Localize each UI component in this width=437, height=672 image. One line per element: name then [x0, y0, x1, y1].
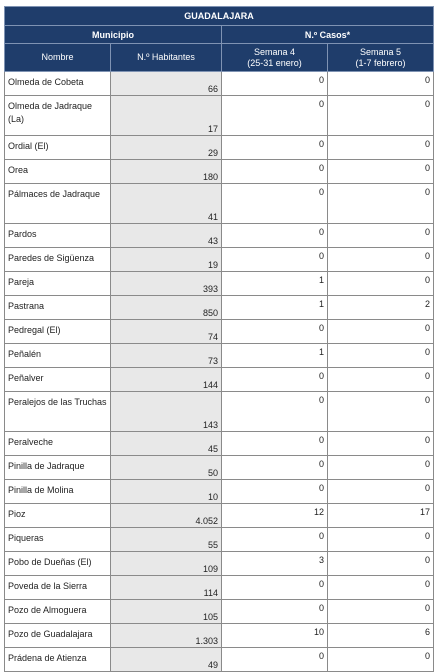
- municipio-name-cell: Pareja: [5, 272, 111, 296]
- column-header-semana5: [328, 44, 434, 72]
- semana5-cases-cell: 0: [328, 552, 434, 576]
- table-row: [5, 456, 434, 480]
- table-row: [5, 648, 434, 672]
- semana4-cases-cell: 1: [222, 272, 328, 296]
- semana5-cases-cell: 0: [328, 96, 434, 136]
- table-row: [5, 432, 434, 456]
- municipio-name-cell: Pedregal (El): [5, 320, 111, 344]
- municipio-name-cell: Pozo de Guadalajara: [5, 624, 111, 648]
- semana4-label: Semana 4: [253, 46, 296, 57]
- habitantes-cell: 19: [111, 248, 222, 272]
- table-body: [5, 72, 434, 672]
- municipio-name-cell: Ordial (El): [5, 136, 111, 160]
- semana5-label: Semana 5: [359, 46, 402, 57]
- column-header-habitantes: N.º Habitantes: [111, 44, 222, 72]
- table-row: [5, 552, 434, 576]
- semana4-cases-cell: 0: [222, 392, 328, 432]
- semana5-cases-cell: 0: [328, 600, 434, 624]
- municipio-name-cell: Paredes de Sigüenza: [5, 248, 111, 272]
- semana5-cases-cell: 0: [328, 224, 434, 248]
- semana5-cases-cell: 0: [328, 392, 434, 432]
- table-row: [5, 504, 434, 528]
- semana5-cases-cell: 0: [328, 368, 434, 392]
- semana5-cases-cell: 0: [328, 160, 434, 184]
- cases-table: [4, 6, 434, 672]
- table-row: [5, 392, 434, 432]
- semana5-cases-cell: 0: [328, 648, 434, 672]
- habitantes-cell: 180: [111, 160, 222, 184]
- semana5-cases-cell: 6: [328, 624, 434, 648]
- table-header: [5, 7, 434, 72]
- habitantes-cell: 143: [111, 392, 222, 432]
- semana5-cases-cell: 0: [328, 432, 434, 456]
- semana4-cases-cell: 0: [222, 184, 328, 224]
- municipio-name-cell: Olmeda de Jadraque (La): [5, 96, 111, 136]
- table-row: [5, 184, 434, 224]
- group-header-casos: N.º Casos*: [222, 26, 434, 44]
- table-row: [5, 624, 434, 648]
- semana4-cases-cell: 0: [222, 96, 328, 136]
- semana4-cases-cell: 0: [222, 600, 328, 624]
- municipio-name-cell: Peñalén: [5, 344, 111, 368]
- municipio-name-cell: Pardos: [5, 224, 111, 248]
- table-row: [5, 224, 434, 248]
- table-row: [5, 160, 434, 184]
- table-row: [5, 272, 434, 296]
- municipio-name-cell: Pozo de Almoguera: [5, 600, 111, 624]
- semana5-cases-cell: 0: [328, 528, 434, 552]
- semana4-cases-cell: 10: [222, 624, 328, 648]
- semana4-cases-cell: 0: [222, 136, 328, 160]
- semana4-cases-cell: 0: [222, 248, 328, 272]
- cases-table-container: [4, 6, 433, 672]
- habitantes-cell: 4.052: [111, 504, 222, 528]
- semana4-cases-cell: 0: [222, 160, 328, 184]
- habitantes-cell: 850: [111, 296, 222, 320]
- semana5-cases-cell: 2: [328, 296, 434, 320]
- semana4-cases-cell: 0: [222, 576, 328, 600]
- municipio-name-cell: Peralejos de las Truchas: [5, 392, 111, 432]
- semana5-cases-cell: 0: [328, 272, 434, 296]
- habitantes-cell: 74: [111, 320, 222, 344]
- table-row: [5, 296, 434, 320]
- habitantes-cell: 49: [111, 648, 222, 672]
- semana4-cases-cell: 0: [222, 368, 328, 392]
- semana4-cases-cell: 0: [222, 480, 328, 504]
- semana5-dates: (1-7 febrero): [355, 57, 406, 68]
- habitantes-cell: 29: [111, 136, 222, 160]
- semana4-cases-cell: 0: [222, 432, 328, 456]
- municipio-name-cell: Peñalver: [5, 368, 111, 392]
- region-title: GUADALAJARA: [5, 7, 434, 26]
- table-row: [5, 320, 434, 344]
- semana5-cases-cell: 0: [328, 320, 434, 344]
- semana5-cases-cell: 0: [328, 456, 434, 480]
- semana4-cases-cell: 0: [222, 320, 328, 344]
- semana4-cases-cell: 12: [222, 504, 328, 528]
- habitantes-cell: 66: [111, 72, 222, 96]
- table-row: [5, 344, 434, 368]
- table-row: [5, 248, 434, 272]
- semana4-cases-cell: 1: [222, 344, 328, 368]
- municipio-name-cell: Pinilla de Jadraque: [5, 456, 111, 480]
- municipio-name-cell: Pinilla de Molina: [5, 480, 111, 504]
- semana5-cases-cell: 0: [328, 184, 434, 224]
- semana5-cases-cell: 17: [328, 504, 434, 528]
- habitantes-cell: 43: [111, 224, 222, 248]
- table-row: [5, 576, 434, 600]
- semana4-cases-cell: 1: [222, 296, 328, 320]
- habitantes-cell: 73: [111, 344, 222, 368]
- group-header-municipio: Municipio: [5, 26, 222, 44]
- habitantes-cell: 45: [111, 432, 222, 456]
- semana4-cases-cell: 0: [222, 456, 328, 480]
- habitantes-cell: 55: [111, 528, 222, 552]
- semana5-cases-cell: 0: [328, 480, 434, 504]
- semana5-cases-cell: 0: [328, 576, 434, 600]
- municipio-name-cell: Pastrana: [5, 296, 111, 320]
- habitantes-cell: 50: [111, 456, 222, 480]
- semana4-dates: (25-31 enero): [247, 57, 302, 68]
- habitantes-cell: 105: [111, 600, 222, 624]
- table-row: [5, 136, 434, 160]
- municipio-name-cell: Prádena de Atienza: [5, 648, 111, 672]
- habitantes-cell: 41: [111, 184, 222, 224]
- table-row: [5, 528, 434, 552]
- habitantes-cell: 1.303: [111, 624, 222, 648]
- municipio-name-cell: Peralveche: [5, 432, 111, 456]
- semana5-cases-cell: 0: [328, 344, 434, 368]
- habitantes-cell: 10: [111, 480, 222, 504]
- semana4-cases-cell: 0: [222, 528, 328, 552]
- column-header-nombre: Nombre: [5, 44, 111, 72]
- municipio-name-cell: Pioz: [5, 504, 111, 528]
- semana4-cases-cell: 3: [222, 552, 328, 576]
- semana4-cases-cell: 0: [222, 72, 328, 96]
- habitantes-cell: 393: [111, 272, 222, 296]
- municipio-name-cell: Pobo de Dueñas (El): [5, 552, 111, 576]
- habitantes-cell: 109: [111, 552, 222, 576]
- habitantes-cell: 114: [111, 576, 222, 600]
- semana5-cases-cell: 0: [328, 248, 434, 272]
- table-row: [5, 96, 434, 136]
- municipio-name-cell: Olmeda de Cobeta: [5, 72, 111, 96]
- semana4-cases-cell: 0: [222, 648, 328, 672]
- habitantes-cell: 144: [111, 368, 222, 392]
- municipio-name-cell: Orea: [5, 160, 111, 184]
- habitantes-cell: 17: [111, 96, 222, 136]
- table-row: [5, 368, 434, 392]
- semana4-cases-cell: 0: [222, 224, 328, 248]
- semana5-cases-cell: 0: [328, 72, 434, 96]
- column-header-semana4: [222, 44, 328, 72]
- semana5-cases-cell: 0: [328, 136, 434, 160]
- municipio-name-cell: Pálmaces de Jadraque: [5, 184, 111, 224]
- municipio-name-cell: Poveda de la Sierra: [5, 576, 111, 600]
- municipio-name-cell: Piqueras: [5, 528, 111, 552]
- table-row: [5, 72, 434, 96]
- table-row: [5, 480, 434, 504]
